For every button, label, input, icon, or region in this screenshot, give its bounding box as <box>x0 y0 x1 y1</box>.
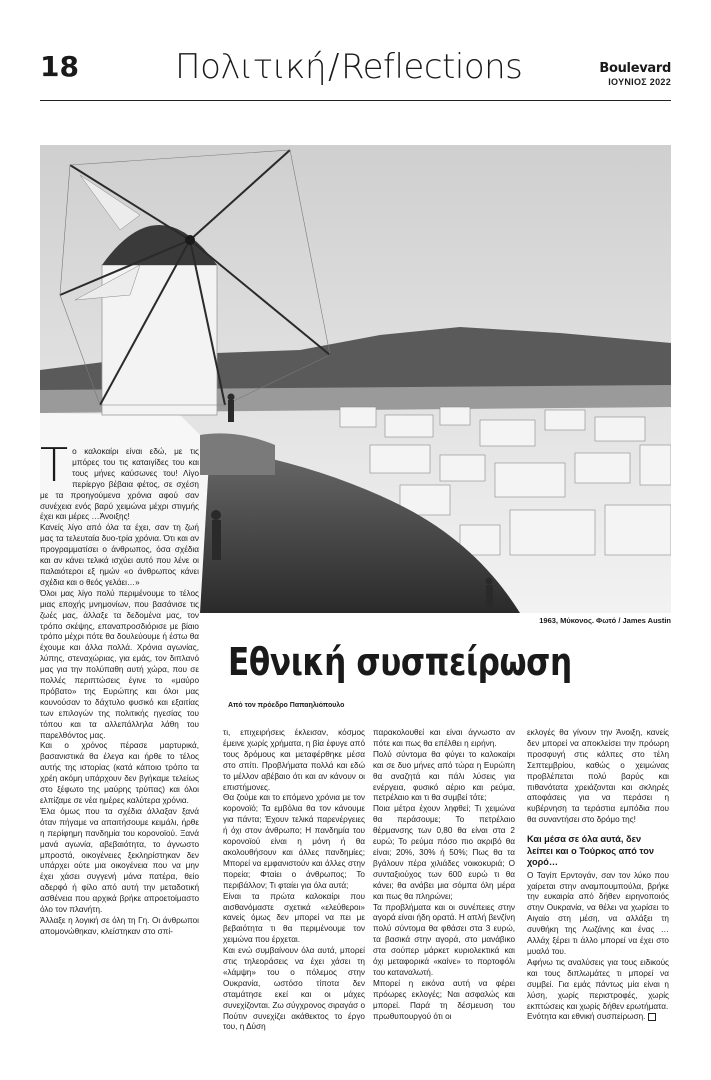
article-column-3 <box>373 728 515 1022</box>
paragraph: Και ενώ συμβαίνουν όλα αυτά, μπορεί στις τηλεοράσεις να έχει χάσει τη «λάμψη» του ο πόλεμος στην Ουκρανία, ωστόσο τίποτα δεν σταμάτησε εκεί και οι μάχες συνεχίζονται. Ζω σύγχρονος σιραγάσ ο Πούτιν συνεχίζει ακάθεκτος το έργο του, η Δύση <box>223 946 365 1032</box>
paragraph: Ο Ταγίπ Ερντογάν, σαν τον λύκο που χαίρεται στην αναμπουμπούλα, βρήκε την ευκαιρία από δήθεν ειρηνοποιός στην Ουκρανία, να θέλει να χωρίσει το Αιγαίο στη μέση, να αλλάξει τη συνθήκη της Λωζάνης και ένας …Αλλάχ ξέρει τι άλλο μπορεί να έχει στο μυαλό του. <box>527 870 669 956</box>
paragraph: εκλογές θα γίνουν την Άνοιξη, κανείς δεν μπορεί να αποκλείσει την πρόωρη προσφυγή στις κάλπες στο τέλη Σεπτεμβρίου, καθώς ο χειμώνας προβλέπεται πολύ βαρύς και πιθανότατα χρειάζονται και σκληρές αποφάσεις για να περάσει η κυβέρνηση τα τεράστια εμπόδια που θα συναντήσει στο δρόμο της! <box>527 728 669 825</box>
article-column-1 <box>40 438 199 938</box>
paragraph: ο καλοκαίρι είναι εδώ, με τις μπόρες του τις καταιγίδες του και τους μήνες καύσωνες του! Λίγο περίεργο βέβαια φέτος, σε σχέση με τα προηγούμενα χρόνια αφού σαν συνέχεια ενός βαρύ χειμώνα μέχρι στιγμής έχει και μέρες …Άνοιξης! <box>40 447 199 522</box>
paragraph: Πολύ σύντομα θα φύγει το καλοκαίρι και σε δυο μήνες από τώρα η Ευρώπη θα αναζητά και πάλι λύσεις για ενέργεια, φυσικό αέριο και ρεύμα, πετρέλαιο και τι θα συμβεί τότε; <box>373 749 515 803</box>
paragraph: Αφήνω τις αναλύσεις για τους ειδικούς και τους διπλωμάτες τι μπορεί να συμβεί. Για εμάς πάντως μία είναι η λύση, χωρίς περιστροφές, χωρίς εκπτώσεις και χωρίς δήθεν ερωτήματα. <box>527 957 669 1011</box>
article-byline: Από τον πρόεδρο Παπαηλιόπουλο <box>228 702 345 709</box>
paragraph: παρακολουθεί και είναι άγνωστο αν πότε και πως θα επέλθει η ειρήνη. <box>373 728 515 748</box>
section-title <box>175 47 522 87</box>
paragraph: Όλοι μας λίγο πολύ περιμένουμε το τέλος μιας εποχής μνημονίων, που βασάνισε τις ζωές μας, άλλαξε τα δεδομένα μας, τον τρόπο σκέψης, επαναπροσδιόρισε με βίαιο τρόπο μέχρι πότε θα δουλεύουμε ή έστω θα έχουμε και άλλα πολλά. Χρόνια αγωνίας, λύπης, στεναχώριας, για εμάς, τον διπλανό μας για την πολύπαθη αυτή χώρα, που σε πολλές περιπτώσεις έγινε το «μαύρο πρόβατο» της Ευρώπης και όλοι μας κουνούσαν το δάχτυλο φυσικό και εξαιτίας των επιλογών της πολιτικής ηγεσίας του τόπου και τα αλλεπάλληλα λάθη του παρελθόντος μας. <box>40 588 199 740</box>
article-subheading: Και μέσα σε όλα αυτά, δεν λείπει και ο Τούρκος από τον χορό… <box>527 834 655 868</box>
paragraph: τι, επιχειρήσεις έκλεισαν, κόσμος έμεινε χωρίς χρήματα, η βία έφυγε από τους δρόμους και μεταφέρθηκε μέσα στο σπίτι. Προβλήματα πολλά και εδώ το μέλλον αβέβαιο ότι και αν κάνουν οι επιστήμονες. <box>223 728 365 792</box>
article-column-4 <box>527 728 669 1023</box>
photo-caption: 1963, Μύκονος. Φωτό / James Austin <box>539 616 671 625</box>
drop-cap: Τ <box>40 438 69 492</box>
paragraph: Κανείς λίγο από όλα τα έχει, σαν τη ζωή μας τα τελευταία δυο-τρία χρόνια. Ότι και αν προγραμματίσει ο άνθρωπος, όσα σχέδια και αν κάνει τελικά ισχύει αυτό που λένε οι παλαιότεροι εξ ημών «ο άνθρωπος κάνει σχέδια και ο θεός γελάει…» <box>40 523 199 587</box>
header-divider <box>40 100 671 101</box>
issue-date: ΙΟΥΝΙΟΣ 2022 <box>608 77 671 87</box>
closing-paragraph <box>527 1012 669 1023</box>
article-headline: Εθνική συσπείρωση <box>228 640 572 684</box>
paragraph: Άλλαξε η λογική σε όλη τη Γη. Οι άνθρωποι απομονώθηκαν, κλείστηκαν στο σπί- <box>40 915 199 936</box>
closing-text: Ενότητα και εθνική συσπείρωση. <box>527 1012 646 1022</box>
paragraph: Και ο χρόνος πέρασε μαρτυρικά, βασανιστικά θα έλεγα και ήρθε το τέλος αυτής της ιστορίας (κατά κάποιο τρόπο τα χρέη ακόμη υπάρχουν δεν βγήκαμε τελείως στο ξέφωτο της μαύρης τρύπας) και όλοι ελπίζαμε σε νέα ημέρες καλύτερα χρόνια. <box>40 741 199 805</box>
brand-name: Boulevard <box>599 61 671 76</box>
paragraph: Έλα όμως που τα σχέδια άλλαξαν ξανά όταν πήγαμε να απαιτήσουμε κειμάλι, ήρθε η περίφημη πανδημία του κορονοϊού. Ξανά μανά αγωνία, αβεβαιότητα, το άγνωστο μπροστά, οικογένειες ξεκληρίστηκαν δεν υπάρχει ούτε μια οικογένεια που να μην έχει χάσει συγγενή μάνα πατέρα, θείο αδερφό ή φίλο από αυτή την μεταδοτική ασθένεια που αρχικά βρήκε απροετοίμαστο όλο τον πλανήτη. <box>40 806 199 915</box>
paragraph: Θα ζούμε και το επόμενο χρόνια με τον κορονοϊό; Τα εμβόλια θα τον κάνουμε για πάντα; Έχουν τελικά παρενέργειες ή όχι στον άνθρωπο; Η πανδημία του κορονοϊού είναι η μόνη ή θα ακολουθήσουν και άλλες πανδημίες; Μπορεί να εμφανιστούν και άλλες στην πορεία; Φταίει ο άνθρωπος; Το περιβάλλον; Τι φταίει για όλα αυτά; <box>223 793 365 890</box>
masthead <box>599 62 671 88</box>
article-column-2 <box>223 728 365 1033</box>
paragraph: Τα προβλήματα και οι συνέπειες στην αγορά είναι ήδη ορατά. Η απλή βενζίνη πολύ σύντομα θα φθάσει στα 3 ευρώ, τα βασικά στην αγορά, στο μανάβικο στα σούπερ μάρκετ κυριολεκτικά και όχι μεταφορικά «καίνε» το πορτοφόλι του καταναλωτή. <box>373 902 515 977</box>
section-title-english: Reflections <box>341 47 523 87</box>
paragraph: Μπορεί η εικόνα αυτή να φέρει πρόωρες εκλογές; Ναι ασφαλώς και μπορεί. Παρά τη δέσμευση του πρωθυπουργού ότι οι <box>373 978 515 1021</box>
paragraph: Είναι τα πρώτα καλοκαίρι που αισθανόμαστε σχετικά «ελεύθεροι» κανείς όμως δεν μπορεί να πει με βεβαιότητα τι θα περιμένουμε τον χειμώνα που έρχεται. <box>223 891 365 945</box>
section-separator: / <box>328 47 339 87</box>
section-title-greek: Πολιτική <box>175 47 327 87</box>
page-number: 18 <box>40 50 79 83</box>
paragraph: Ποια μέτρα έχουν ληφθεί; Τι χειμώνα θα περάσουμε; Το πετρέλαιο θέρμανσης των 0,80 θα είναι στα 2 ευρώ; Το ρεύμα πόσο πιο ακριβό θα είναι; 20%, 30% ή 50%; Πως θα τα βγάλουν πέρα χιλιάδες νοικοκυριά; Ο συνταξιούχος των 600 ευρώ τι θα κάνει; θα ανάβει μια σόμπα όλη μέρα και πως θα πληρώνει; <box>373 804 515 901</box>
end-of-article-icon <box>648 1013 656 1021</box>
